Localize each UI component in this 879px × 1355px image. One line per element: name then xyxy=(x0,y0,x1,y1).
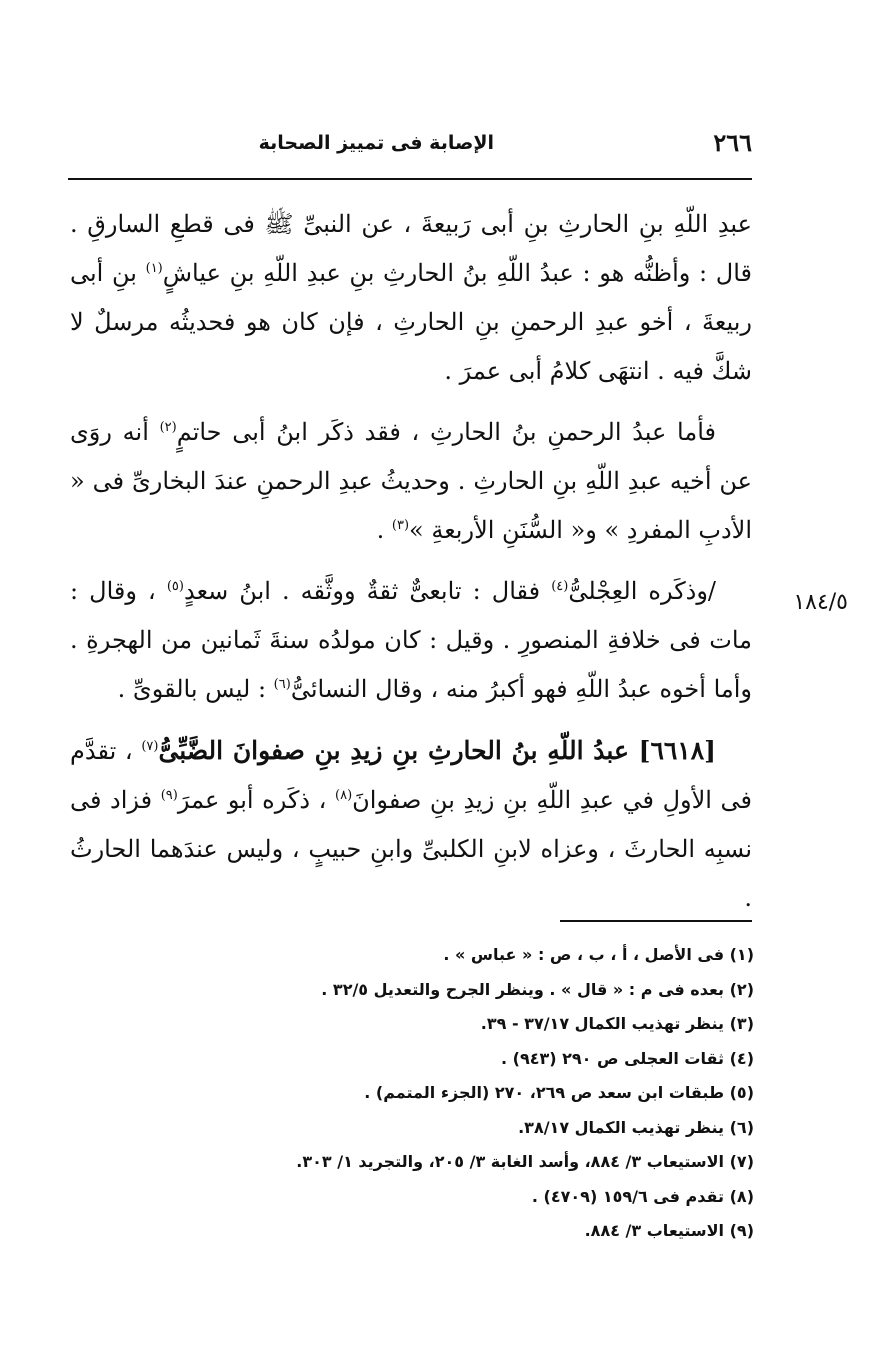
footnote-marker-1: (١) xyxy=(145,261,163,276)
entry-number: [٦٦١٨] xyxy=(638,736,716,765)
footnote-marker-7: (٧) xyxy=(141,739,159,754)
footnote-3: (٣) ينظر تهذيب الكمال ٣٧/١٧ - ٣٩. xyxy=(480,1014,754,1033)
footnote-1: (١) فى الأصل ، أ ، ب ، ص : « عباس » . xyxy=(443,945,754,964)
text-run: ، ذكَره أبو عمرَ xyxy=(177,786,335,814)
text-run: فأما عبدُ الرحمنِ بنُ الحارثِ ، فقد ذكَر ابنُ أبى حاتمٍ xyxy=(176,418,717,446)
main-text xyxy=(70,200,752,923)
footnote-marker-4: (٤) xyxy=(551,579,569,594)
footnote-marker-2: (٢) xyxy=(159,420,177,435)
paragraph-2 xyxy=(70,408,752,555)
footnote-marker-5: (٥) xyxy=(166,579,184,594)
footnote-marker-6: (٦) xyxy=(273,677,291,692)
header-rule xyxy=(68,178,752,180)
footnotes xyxy=(70,938,754,1249)
text-run: فقال : تابعىٌّ ثقةٌ ووثَّقه . ابنُ سعدٍ xyxy=(183,577,552,605)
paragraph-4-entry xyxy=(70,726,752,923)
text-run: فزاد فى نسبِه الحارثَ ، وعزاه لابنِ الكلبىِّ وابنِ حبيبٍ ، وليس عندَهما الحارثُ . xyxy=(70,786,752,912)
footnote-2: (٢) بعده فى م : « قال » . وينظر الجرح والتعديل ٣٢/٥ . xyxy=(321,979,754,999)
text-run: بنِ أبى ربيعةَ ، أخو عبدِ الرحمنِ بنِ الحارثِ ، فإن كان هو فحديثُه مرسلٌ لا شكَّ فيه . انتهَى كلامُ أبى عمرَ . xyxy=(70,259,752,385)
footnote-7: (٧) الاستيعاب ٣/ ٨٨٤، وأسد الغابة ٣/ ٢٠٥، والتجريد ١/ ٣٠٣. xyxy=(296,1152,754,1171)
footnote-marker-9: (٩) xyxy=(160,788,178,803)
text-run: /وذكَره العِجْلىُّ xyxy=(568,577,717,605)
page-header xyxy=(68,128,752,164)
paragraph-1 xyxy=(70,200,752,396)
text-run: أنه روَى عن أخيه عبدِ اللّهِ بنِ الحارثِ . وحديثُ عبدِ الرحمنِ عندَ البخارىِّ فى « الأدبِ المفردِ » و« السُّنَنِ الأربعةِ » xyxy=(70,418,753,544)
footnote-4: (٤) ثقات العجلى ص ٢٩٠ (٩٤٣) . xyxy=(500,1048,754,1068)
text-run: عبدِ اللّهِ بنِ الحارثِ بنِ أبى رَبيعةَ ، عن النبىِّ ﷺ فى قطعِ السارقِ . قال : وأظنُّه هو : عبدُ اللّهِ بنُ الحارثِ بنِ عبدِ اللّهِ بنِ عياشٍ xyxy=(70,210,752,287)
footnote-9: (٩) الاستيعاب ٣/ ٨٨٤. xyxy=(584,1221,754,1240)
footnote-8: (٨) تقدم فى ١٥٩/٦ (٤٧٠٩) . xyxy=(531,1186,754,1206)
text-run: . xyxy=(376,516,392,544)
paragraph-3 xyxy=(70,567,752,714)
footnote-rule xyxy=(560,920,752,922)
footnote-marker-8: (٨) xyxy=(335,788,353,803)
text-run: ، تقدَّم فى الأولِ في عبدِ اللّهِ بنِ زيدِ بنِ صفوانَ xyxy=(70,737,752,814)
text-run: : ليس بالقوىِّ . xyxy=(117,675,274,703)
margin-reference: ١٨٤/٥ xyxy=(793,590,848,615)
text-run: ، وقال : مات فى خلافةِ المنصورِ . وقيل : كان مولدُه سنةَ ثَمانين من الهجرةِ . وأما أخوه عبدُ اللّهِ فهو أكبرُ منه ، وقال النسائىُّ xyxy=(70,577,752,703)
footnote-6: (٦) ينظر تهذيب الكمال ٣٨/١٧. xyxy=(518,1117,754,1137)
footnote-marker-3: (٣) xyxy=(391,518,410,533)
footnote-5: (٥) طبقات ابن سعد ص ٢٦٩، ٢٧٠ (الجزء المتمم) . xyxy=(364,1083,754,1102)
page-number: ٢٦٦ xyxy=(713,128,752,157)
entry-name: عبدُ اللّهِ بنُ الحارثِ بنِ زيدِ بنِ صفوانَ الضَّبِّىُّ xyxy=(158,736,639,765)
running-title: الإصابة فى تمييز الصحابة xyxy=(258,132,494,154)
